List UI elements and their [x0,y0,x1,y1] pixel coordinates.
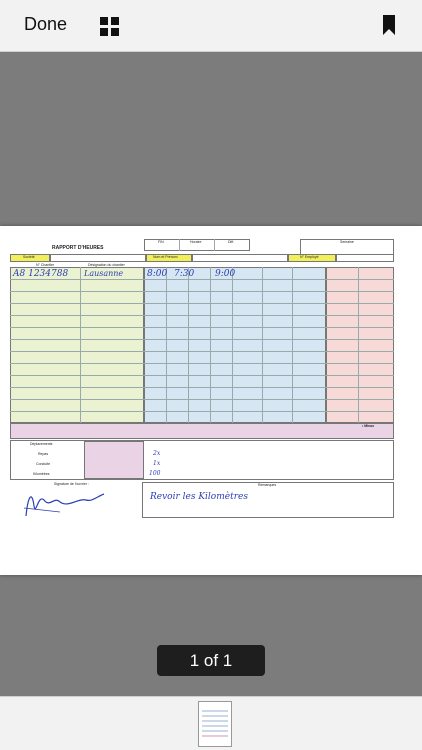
signature-label: Signature de l'ouvrier : [54,482,89,486]
time-1: 8:00 [147,269,168,279]
page-thumbnail[interactable] [198,701,232,747]
societe-value [50,254,146,262]
grid-icon[interactable] [100,17,119,36]
grid-line [10,303,394,304]
signature-image [20,486,110,520]
grid-line [10,315,394,316]
time-2: 7:30 [174,269,195,279]
grid-line [10,399,394,400]
semaine-label: Semaine [340,240,354,244]
designation-value: Lausanne [84,269,124,278]
grid-line [10,327,394,328]
summary-box [10,440,394,480]
summary-desc-column [84,441,144,479]
row-label: Repas [38,452,49,456]
grid-line [10,351,394,352]
grid-line [10,411,394,412]
grid-line [10,387,394,388]
mieux-label: • Mieux [362,424,375,428]
top-toolbar [0,0,422,52]
nom-value [192,254,288,262]
bookmark-icon[interactable] [383,15,395,35]
repas-value: 2x [153,450,161,457]
col-horaire: Horaire [190,240,202,244]
chantier-number: A8 1234788 [13,269,69,279]
done-button[interactable]: Done [24,14,68,34]
grid-line [10,291,394,292]
divider [214,239,215,251]
divider [179,239,180,251]
document-viewer[interactable] [0,53,422,696]
remarques-label: Remarques [258,483,277,487]
notes-row [10,423,394,439]
thumbnail-strip [0,696,422,750]
grid-line [10,339,394,340]
row-label: Déplacements [30,442,53,446]
grid-line [10,279,394,280]
km-value: 100 [149,470,161,477]
row-label: Kilomètres [33,472,50,476]
grid-line [10,363,394,364]
page-counter: 1 of 1 [157,645,265,676]
row-label: Conduite [36,462,51,466]
timesheet-document [8,234,396,524]
designation-label: Désignation du chantier [88,263,125,267]
time-3: 9:00 [215,269,236,279]
grid-line [10,375,394,376]
chantier-label: N° Chantier [36,263,55,267]
col-diff: Diff. [228,240,235,244]
remark-text: Revoir les Kilomètres [150,492,248,502]
document-title: RAPPORT D'HEURES [52,245,104,251]
employe-label: N° Employé [300,255,319,259]
employe-value [336,254,394,262]
nom-label: Nom et Prénom [153,255,178,259]
societe-label: Société [23,255,35,259]
document-page[interactable] [0,226,422,575]
col-fin: FIN [158,240,164,244]
conduite-value: 1x [153,460,161,467]
